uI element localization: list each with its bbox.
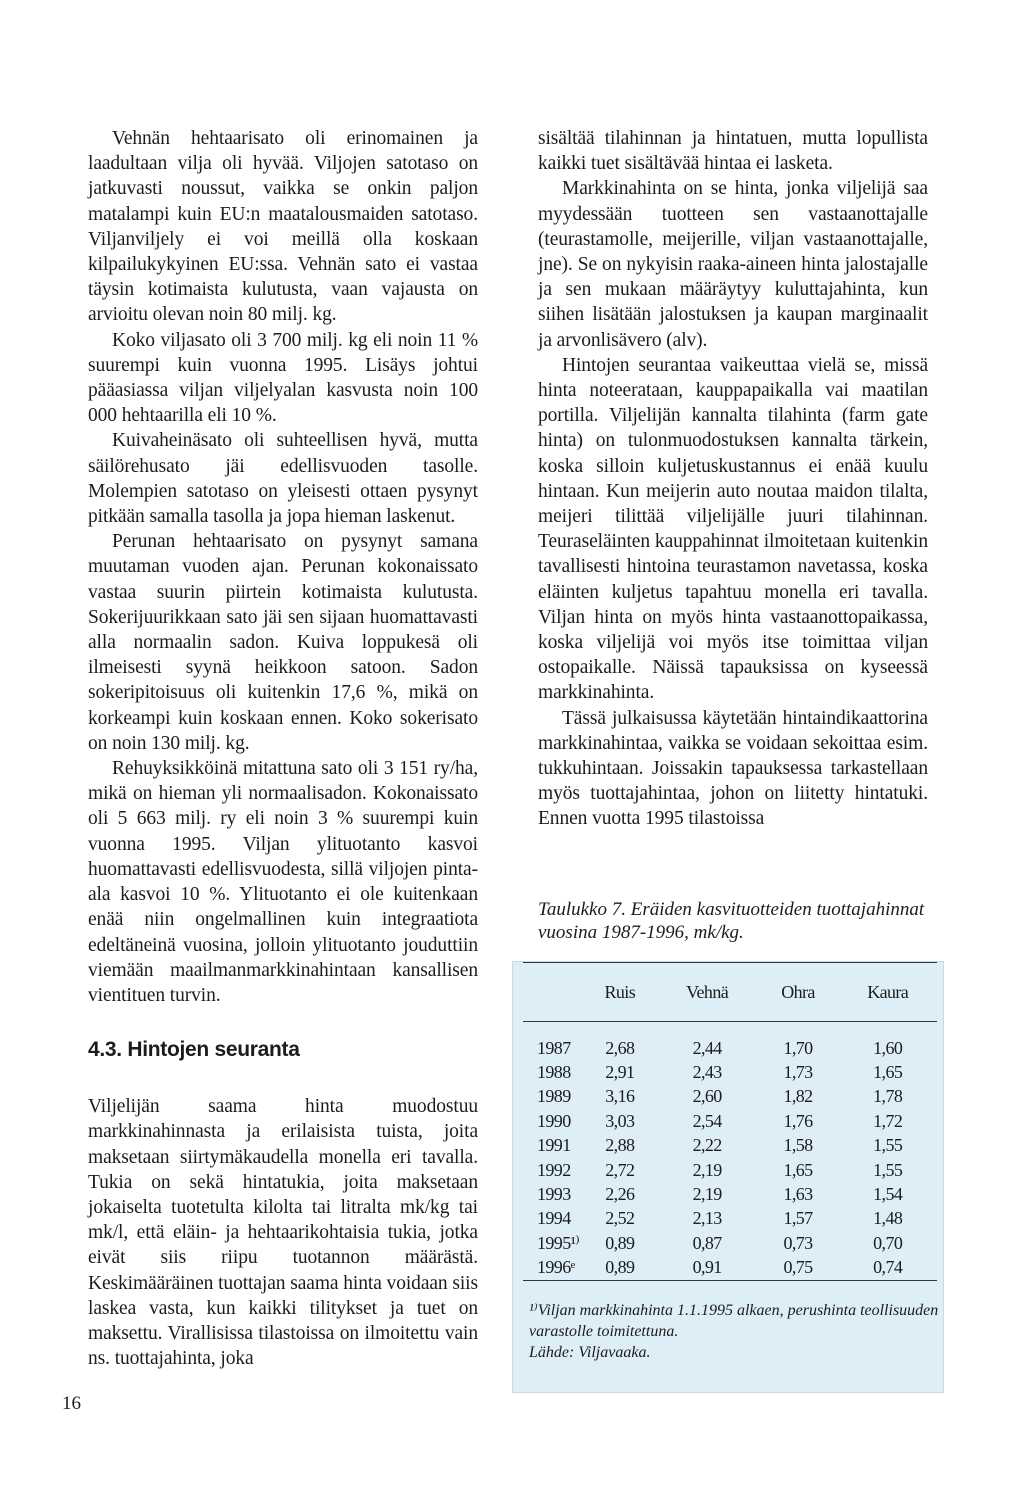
table-row: 1995¹⁾ 0,89 0,87 0,73 0,70 <box>537 1232 903 1253</box>
paragraph-feed-units: Rehuyksikköinä mitattuna sato oli 3 151 ry/ha, mikä on hieman yli normaalisadon. Kokonaissato oli 5 663 milj. ry eli noin 3 % suurempi kuin vuonna 1995. Viljan ylituotanto kasvoi huomattavasti edellisvuodesta, sillä viljojen pinta-ala kasvoi 10 %. Ylituotanto ei ole kuitenkaan enää niin ongelmallinen kuin integraatiota edeltäneinä vuosina, jolloin ylituotanto jouduttiin viemään maailmanmarkkinahintaan kansallisen vientituen turvin. <box>88 758 478 1006</box>
price-table <box>523 962 937 1281</box>
table-row: 1988 2,91 2,43 1,73 1,65 <box>537 1062 903 1083</box>
paragraph-farmer-price: Viljelijän saama hinta muodostuu markkinahinnasta ja erilaisista tuista, joita maksetaan siirtymäkaudella monella eri tavalla. Tukia on sekä hintatukia, joita maksetaan jokaiselta tuotetulta kilolta tai litralta mk/kg tai mk/l, että eläin- ja hehtaarikohtaisia tukia, jotka eivät siis riipu tuotannon määrästä. Keskimääräinen tuottajan saama hinta voidaan siis laskea vasta, kun kaikki tilitykset ja tuet on maksettu. Virallisissa tilastoissa on ilmoitettu vain ns. tuottajahinta, joka <box>88 1096 478 1370</box>
right-column <box>538 126 928 832</box>
paragraph-price-indicator: Tässä julkaisussa käytetään hintaindikaattorina markkinahintaa, vaikka se voidaan sekoittaa esim. tukkuhintaan. Joissakin tapauksessa tarkastellaan myös tuottajahintaa, johon on liitetty hintatuki. Ennen vuotta 1995 tilastoissa <box>538 707 928 830</box>
paragraph-potato-sugar: Perunan hehtaarisato on pysynyt samana muutaman vuoden ajan. Perunan kokonaissato vastaa suurin piirtein kotimaista kulutusta. Sokerijuurikkaan sato jäi sen sijaan huomattavasti alla normaalin sadon. Kuiva loppukesä oli ilmeisesti syynä heikkoon satoon. Sadon sokeripitoisuus oli kuitenkin 17,6 %, mikä on korkeampi kuin koskaan ennen. Koko sokerisato on noin 130 milj. kg. <box>88 531 478 754</box>
table-row: 1989 3,16 2,60 1,82 1,78 <box>537 1086 903 1107</box>
header-barley: Ohra <box>758 963 839 1022</box>
paragraph-continuation: sisältää tilahinnan ja hintatuen, mutta lopullista kaikki tuet sisältävää hintaa ei lasketa. <box>538 128 928 175</box>
table-row: 1996ᵉ 0,89 0,91 0,75 0,74 <box>523 1256 937 1281</box>
table-header-row <box>523 963 937 1022</box>
table-row: 1987 2,68 2,44 1,70 1,60 <box>537 1037 903 1058</box>
table-row: 1991 2,88 2,22 1,58 1,55 <box>537 1135 903 1156</box>
left-column <box>88 126 478 1371</box>
table-row: 1993 2,26 2,19 1,63 1,54 <box>537 1184 903 1205</box>
table-footnote <box>529 1300 939 1363</box>
section-heading: 4.3. Hintojen seuranta <box>88 1038 300 1062</box>
paragraph-market-price: Markkinahinta on se hinta, jonka viljelijä saa myydessään tuotteen sen vastaanottajalle (teurastamolle, meijerille, viljan vastaanottajalle, jne). Se on nykyisin raaka-aineen hinta jalostajalle ja sen mukaan määräytyy kuluttajahinta, kun siihen lisätään jalostuksen ja kaupan marginaalit ja arvonlisävero (alv). <box>538 178 928 351</box>
paragraph-grain-harvest: Koko viljasato oli 3 700 milj. kg eli noin 11 % suurempi kuin vuonna 1995. Lisäys johtui pääasiassa viljan viljelyalan kasvusta noin 100 000 hehtaarilla eli 10 %. <box>88 329 478 427</box>
page-number: 16 <box>62 1393 81 1414</box>
table-row: 1990 3,03 2,54 1,76 1,72 <box>537 1110 903 1131</box>
header-oats: Kaura <box>838 963 937 1022</box>
table-caption: Taulukko 7. Eräiden kasvituotteiden tuottajahinnat vuosina 1987-1996, mk/kg. <box>538 899 925 943</box>
table-row: 1992 2,72 2,19 1,65 1,55 <box>537 1159 903 1180</box>
table-row: 1994 2,52 2,13 1,57 1,48 <box>537 1208 903 1229</box>
paragraph-hay-silage: Kuivaheinäsato oli suhteellisen hyvä, mutta säilörehusato jäi edellisvuoden tasolle. Molempien satotaso on yleisesti ottaen pysynyt pitkään samalla tasolla ja jopa hieman laskenut. <box>88 430 478 528</box>
source-text: Lähde: Viljavaaka. <box>529 1344 651 1361</box>
header-wheat: Vehnä <box>657 963 758 1022</box>
header-year <box>523 963 583 1022</box>
header-rye: Ruis <box>583 963 657 1022</box>
paragraph-wheat-yield: Vehnän hehtaarisato oli erinomainen ja laadultaan vilja oli hyvää. Viljojen satotaso on jatkuvasti noussut, vaikka se onkin paljon matalampi kuin EU:n maatalousmaiden satotaso. Viljanviljely ei voi meillä olla koskaan kilpailukykyinen EU:ssa. Vehnän sato ei vastaa täysin kotimaista kulutusta, vaan vajausta on arvioitu olevan noin 80 milj. kg. <box>88 128 478 326</box>
footnote-text: ¹⁾Viljan markkinahinta 1.1.1995 alkaen, perushinta teollisuuden varastolle toimitettuna. <box>529 1302 939 1340</box>
price-table-box <box>512 961 944 1393</box>
paragraph-price-monitoring: Hintojen seurantaa vaikeuttaa vielä se, missä hinta noteerataan, kauppapaikalla vai maatilan portilla. Viljelijän kannalta tilahinta (farm gate hinta) on tulonmuodostuksen kannalta tärkein, koska silloin kuljetuskustannus ei enää kuulu hintaan. Kun meijerin auto noutaa maidon tilalta, meijeri tilittää viljelijälle juuri tilahinnan. Teuraseläinten kauppahinnat ilmoitetaan kuitenkin tavallisesti hintoina teurastamon navetassa, koska eläinten kuljetus tapahtuu monella eri tavalla. Viljan hinta on myös hinta vastaanottopaikassa, koska viljelijä voi myös itse toimittaa viljan ostopaikalle. Näissä tapauksissa on kyseessä markkinahinta. <box>538 354 928 704</box>
